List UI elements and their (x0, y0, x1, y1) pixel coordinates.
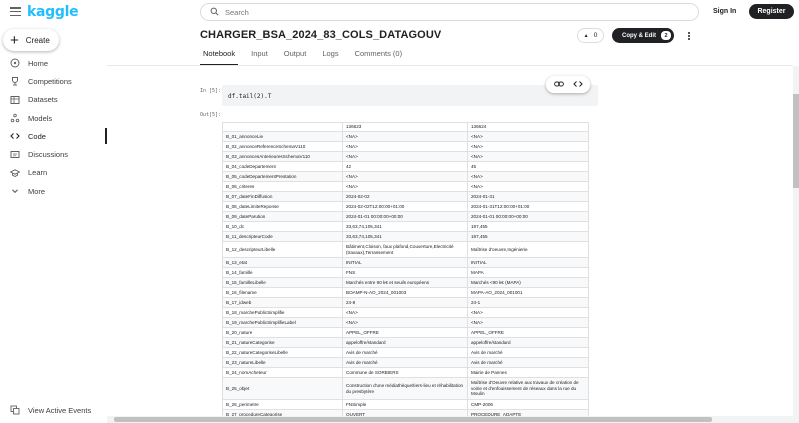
table-cell: B_07_dateFinDiffusion (223, 192, 343, 202)
table-cell: B_04_codeDepartement (223, 162, 343, 172)
chevron-down-icon (10, 186, 20, 196)
table-cell: INITIAL (468, 258, 589, 268)
table-cell: <NA> (468, 308, 589, 318)
table-cell: B_20_nature (223, 328, 343, 338)
table-row (223, 368, 589, 378)
table-cell: <NA> (343, 172, 468, 182)
table-cell: B_12_descripteurLibelle (223, 242, 343, 258)
tab-output[interactable]: Output (283, 49, 307, 58)
search-icon (210, 7, 219, 18)
table-cell: B_21_natureCategorise (223, 338, 343, 348)
table-cell: 2024-01-01 00:00:00+00:00 (343, 212, 468, 222)
code-text: df.tail(2).T (228, 93, 272, 100)
more-options-icon[interactable] (686, 29, 692, 43)
copy-edit-button[interactable] (612, 28, 674, 43)
cell-toolbar (546, 76, 590, 93)
table-cell: B_01_annonceLie (223, 132, 343, 142)
copy-edit-count: 2 (661, 31, 671, 40)
table-row (223, 142, 589, 152)
upvote-button[interactable] (577, 28, 604, 43)
tab-comments[interactable]: Comments (0) (354, 49, 403, 58)
table-cell: 2024-01-01 00:00:00+00:00 (468, 212, 589, 222)
table-cell: FNSimple (343, 400, 468, 410)
table-row (223, 268, 589, 278)
table-cell: B_27_procedureCategorise (223, 410, 343, 417)
table-row (223, 348, 589, 358)
table-row (223, 152, 589, 162)
table-cell: B_08_dateLimiteReponse (223, 202, 343, 212)
table-row (223, 258, 589, 268)
sidebar-item-datasets[interactable] (0, 91, 107, 109)
table-cell: Avis de marché (468, 348, 589, 358)
table-row (223, 308, 589, 318)
models-icon (10, 113, 20, 123)
table-cell: MAPA (468, 268, 589, 278)
table-row (223, 288, 589, 298)
table-row (223, 202, 589, 212)
table-cell: <NA> (468, 132, 589, 142)
table-cell: appeloffre/standard (343, 338, 468, 348)
notebook-content (107, 66, 793, 416)
table-cell: Avis de marché (343, 348, 468, 358)
table-cell: B_22_natureCategoriseLibelle (223, 348, 343, 358)
upvote-arrow-icon: ▲ (583, 32, 589, 39)
table-row (223, 162, 589, 172)
table-cell: <NA> (343, 132, 468, 142)
table-cell: Construction d'une médiathèque/tiers-lieu et réhabilitation du presbytère (343, 378, 468, 400)
create-button-label: Create (25, 35, 50, 45)
table-row (223, 212, 589, 222)
code-toggle-icon[interactable] (573, 80, 583, 90)
table-cell: B_16_filename (223, 288, 343, 298)
table-cell: Avis de marché (343, 358, 468, 368)
table-row (223, 358, 589, 368)
copy-edit-label: Copy & Edit (622, 32, 656, 39)
register-button[interactable]: Register (749, 4, 794, 19)
sidebar-item-competitions[interactable] (0, 72, 107, 90)
sidebar-item-more[interactable] (0, 182, 107, 200)
table-header-cell: 136624 (468, 123, 589, 132)
table-cell: 45 (468, 162, 589, 172)
table-cell: 2024-02-02T12:00:00+01:00 (343, 202, 468, 212)
sidebar-item-label: Models (28, 113, 53, 123)
table-row (223, 278, 589, 288)
table-cell: MAPA-AO_2024_001001 (468, 288, 589, 298)
table-row (223, 400, 589, 410)
horizontal-scrollbar-thumb[interactable] (114, 417, 712, 422)
table-cell: CMP-2006 (468, 400, 589, 410)
create-button[interactable] (3, 29, 59, 51)
sidebar-item-models[interactable] (0, 109, 107, 127)
kaggle-logo[interactable]: kaggle (27, 4, 79, 20)
events-icon (10, 405, 20, 415)
table-cell: 197,455 (468, 232, 589, 242)
table-cell: B_10_dc (223, 222, 343, 232)
sidebar-item-label: Home (28, 58, 49, 68)
table-cell: B_14_famille (223, 268, 343, 278)
page-title: CHARGER_BSA_2024_83_COLS_DATAGOUV (200, 29, 442, 41)
table-cell: <NA> (468, 182, 589, 192)
table-cell: 24-8 (343, 298, 468, 308)
table-cell: Bâtiment,Cloison, faux plafond,Couverture,Electricité (travaux),Terrassement (343, 242, 468, 258)
discussion-icon (10, 150, 20, 160)
table-cell: <NA> (468, 318, 589, 328)
table-cell: OUVERT (343, 410, 468, 417)
table-cell: B_02_annonceReferenceSchemaV110 (223, 142, 343, 152)
table-cell: B_17_idweb (223, 298, 343, 308)
table-cell: <NA> (468, 152, 589, 162)
table-header-cell (223, 123, 343, 132)
tab-notebook[interactable]: Notebook (200, 49, 238, 65)
table-cell: 42 (343, 162, 468, 172)
sidebar (0, 0, 107, 423)
table-cell: B_05_codeDepartementPrestation (223, 172, 343, 182)
sidebar-item-learn[interactable] (0, 164, 107, 182)
sidebar-item-home[interactable] (0, 54, 107, 72)
table-icon (10, 95, 20, 105)
table-cell: Maîtrise d'oeuvre,Ingénierie (468, 242, 589, 258)
table-cell: B_03_annoncesAnterieuresSchemaV110 (223, 152, 343, 162)
table-cell: INITIAL (343, 258, 468, 268)
horizontal-scrollbar[interactable] (107, 416, 799, 423)
table-row (223, 132, 589, 142)
table-cell: Maîtrise d'Oeuvre relative aux travaux de création de voirie et d'enfouissement de réseaux dans la rue du Moulin (468, 378, 589, 400)
table-cell: 2024-01-31 (468, 192, 589, 202)
tab-input[interactable]: Input (251, 49, 268, 58)
table-cell: <NA> (343, 142, 468, 152)
table-cell: PROCEDURE_ADAPTE (468, 410, 589, 417)
menu-icon[interactable] (10, 7, 21, 16)
link-icon[interactable] (554, 80, 564, 90)
search-bar[interactable] (200, 3, 699, 21)
sidebar-item-discussions[interactable] (0, 145, 107, 163)
table-cell: B_19_marchePublicSimplifieLabel (223, 318, 343, 328)
table-row (223, 192, 589, 202)
table-cell: Commune de SORBIERS (343, 368, 468, 378)
table-cell: <NA> (468, 142, 589, 152)
table-cell: <NA> (343, 152, 468, 162)
plus-icon: + (10, 31, 19, 49)
table-row (223, 182, 589, 192)
sidebar-header (0, 0, 107, 26)
table-cell: B_23_natureLibelle (223, 358, 343, 368)
notebook-tabs (200, 49, 415, 65)
table-cell: 197,455 (468, 222, 589, 232)
view-active-events-label: View Active Events (28, 405, 92, 415)
table-row (223, 378, 589, 400)
table-cell: 2024-01-31T12:00:00+01:00 (468, 202, 589, 212)
table-row (223, 318, 589, 328)
sidebar-item-label: Discussions (28, 150, 69, 160)
sidebar-nav (0, 54, 107, 200)
table-cell: 2024-02-02 (343, 192, 468, 202)
view-active-events-link[interactable] (10, 405, 91, 415)
table-cell: Marchés <90 k€ (MAPA) (468, 278, 589, 288)
table-cell: B_09_dateParution (223, 212, 343, 222)
table-cell: Mairie de Pannes (468, 368, 589, 378)
table-cell: B_26_perimetre (223, 400, 343, 410)
table-row (223, 172, 589, 182)
trophy-icon (10, 76, 20, 86)
table-cell: B_24_nomAcheteur (223, 368, 343, 378)
table-row (223, 232, 589, 242)
table-cell: B_11_descripteurCode (223, 232, 343, 242)
table-row (223, 338, 589, 348)
table-header-row (223, 123, 589, 132)
sidebar-item-label: Datasets (28, 95, 58, 105)
table-header-cell: 136623 (343, 123, 468, 132)
table-cell: 24-1 (468, 298, 589, 308)
school-icon (10, 168, 20, 178)
input-prompt: In [5]: (200, 88, 222, 94)
table-cell: B_25_objet (223, 378, 343, 400)
search-input[interactable] (225, 8, 625, 17)
table-row (223, 298, 589, 308)
code-icon (10, 131, 20, 141)
table-cell: B_18_marchePublicSimplifie (223, 308, 343, 318)
sign-in-button[interactable]: Sign In (713, 8, 737, 15)
home-icon (10, 58, 20, 68)
table-cell: APPEL_OFFRE (343, 328, 468, 338)
table-row (223, 222, 589, 232)
table-cell: Avis de marché (468, 358, 589, 368)
table-cell: BOAMP-N-AO_2024_001003 (343, 288, 468, 298)
vertical-scrollbar[interactable] (793, 66, 799, 416)
output-prompt: Out[5]: (200, 112, 222, 118)
table-cell: 33,63,74,105,341 (343, 222, 468, 232)
table-row (223, 328, 589, 338)
table-row (223, 242, 589, 258)
vote-count: 0 (593, 32, 598, 39)
table-cell: 33,63,74,105,341 (343, 232, 468, 242)
table-cell: APPEL_OFFRE (468, 328, 589, 338)
sidebar-item-label: Competitions (28, 76, 72, 86)
sidebar-item-code[interactable] (0, 127, 107, 145)
vertical-scrollbar-thumb[interactable] (793, 94, 799, 188)
table-cell: Marchés entre 90 k€ et seuils européens (343, 278, 468, 288)
code-cell[interactable] (222, 85, 598, 106)
table-cell: <NA> (343, 308, 468, 318)
tab-logs[interactable]: Logs (322, 49, 339, 58)
table-cell: <NA> (343, 318, 468, 328)
dataframe-table (222, 122, 589, 416)
sidebar-item-label: Learn (28, 168, 48, 178)
table-cell: B_13_etat (223, 258, 343, 268)
table-cell: B_15_familleLibelle (223, 278, 343, 288)
table-cell: <NA> (468, 172, 589, 182)
table-cell: B_06_criteres (223, 182, 343, 192)
table-cell: <NA> (343, 182, 468, 192)
table-cell: appeloffre/standard (468, 338, 589, 348)
sidebar-item-label: More (28, 186, 46, 196)
table-cell: FNS (343, 268, 468, 278)
sidebar-item-label: Code (28, 131, 46, 141)
